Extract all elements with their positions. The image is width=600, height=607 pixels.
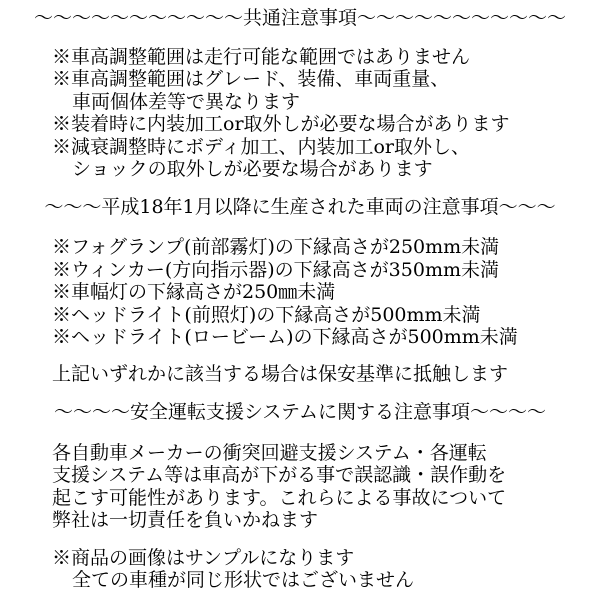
notice-line: ※車高調整範囲はグレード、装備、車両重量、: [52, 68, 450, 90]
notice-line: ※ヘッドライト(前照灯)の下縁高さが500mm未満: [52, 303, 481, 326]
notice-line-continuation: 全ての車種が同じ形状ではございません: [72, 569, 415, 591]
section-header-heisei18-vehicles: ～～～平成18年1月以降に生産された車両の注意事項～～～: [44, 195, 556, 218]
notice-line: ※車高調整範囲は走行可能な範囲ではありません: [52, 45, 471, 68]
section-common-notes: [0, 46, 600, 181]
notice-line-continuation: 車両個体差等で異なります: [72, 90, 301, 113]
notice-line: 起こす可能性があります。これらによる事故について: [52, 486, 507, 509]
notice-line: ※車幅灯の下縁高さが250㎜未満: [52, 281, 336, 303]
notice-line-continuation: ショックの取外しが必要な場合があります: [72, 158, 433, 180]
section-heisei18-notes: [0, 236, 600, 349]
notice-line: ※装着時に内装加工or取外しが必要な場合があります: [52, 113, 510, 135]
notice-line: 支援システム等は車高が下がる事で誤認識・誤作動を: [52, 464, 507, 486]
section-sample-image-note: [0, 547, 600, 592]
safety-standard-warning: 上記いずれかに該当する場合は保安基準に抵触します: [52, 362, 509, 385]
section-header-driving-assist-systems: ～～～～安全運転支援システムに関する注意事項～～～～: [53, 401, 547, 423]
notice-line: 弊社は一切責任を負いかねます: [52, 509, 319, 531]
notice-line: ※減衰調整時にボディ加工、内装加工or取外し、: [52, 135, 471, 158]
notice-line: ※フォグランプ(前部霧灯)の下縁高さが250mm未満: [52, 236, 500, 258]
section-header-common-notes: ～～～～～～～～～～～共通注意事項～～～～～～～～～～～: [33, 7, 566, 29]
notice-line: ※ヘッドライト(ロービーム)の下縁高さが500mm未満: [52, 326, 518, 348]
notice-line: ※ウィンカー(方向指示器)の下縁高さが350mm未満: [52, 258, 499, 281]
section-driving-assist-notes: [0, 442, 600, 532]
notice-line: ※商品の画像はサンプルになります: [52, 546, 355, 569]
notice-document: [0, 7, 600, 607]
notice-line: 各自動車メーカーの衝突回避支援システム・各運転: [52, 441, 487, 464]
